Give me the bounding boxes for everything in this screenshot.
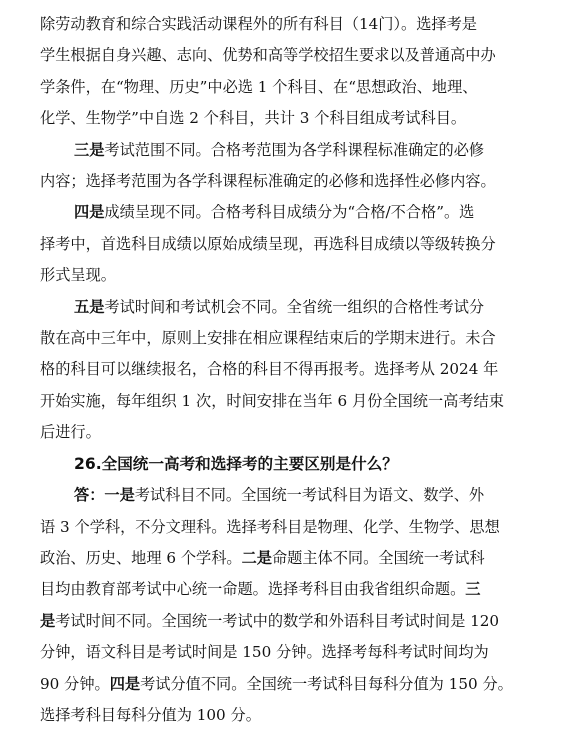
point-lead: 四是 — [74, 203, 105, 222]
text-line: 分钟，语文科目是考试时间是 150 分钟。选择考每科考试时间均为 — [40, 643, 489, 662]
point-lead: 四是 — [109, 674, 141, 693]
question-heading: 26.全国统一高考和选择考的主要区别是什么？ — [74, 454, 398, 473]
text-line: 90 分钟。四是考试分值不同。全国统一考试科目每科分值为 150 分。 — [40, 674, 513, 693]
paragraph-exam-time — [40, 292, 556, 449]
point-lead: 是 — [40, 611, 56, 630]
point-lead: 三 — [465, 580, 481, 599]
text-line: 是考试时间不同。全国统一考试中的数学和外语科目考试时间是 120 — [40, 611, 500, 630]
paragraph-answer — [40, 480, 556, 731]
text-line: 选择考科目每科分值为 100 分。 — [40, 705, 261, 724]
point-lead: 三是 — [74, 140, 105, 159]
point-lead: 一是 — [104, 486, 135, 505]
text-line: 内容；选择考范围为各学科课程标准确定的必修和选择性必修内容。 — [40, 172, 496, 191]
text-line: 政治、历史、地理 6 个学科。二是命题主体不同。全国统一考试科 — [40, 548, 485, 567]
paragraph-exam-scope — [40, 135, 556, 198]
text-line: 三是考试范围不同。合格考范围为各学科课程标准确定的必修 — [74, 140, 485, 159]
text-line: 后进行。 — [40, 423, 101, 442]
text-line: 语 3 个学科，不分文理科。选择考科目是物理、化学、生物学、思想 — [40, 517, 500, 536]
point-lead: 五是 — [74, 297, 105, 316]
text-line: 答：一是考试科目不同。全国统一考试科目为语文、数学、外 — [74, 486, 485, 505]
text-line: 五是考试时间和考试机会不同。全省统一组织的合格性考试分 — [74, 297, 485, 316]
text-line: 格的科目可以继续报名，合格的科目不得再报考。选择考从 2024 年 — [40, 360, 499, 379]
paragraph-score-presentation — [40, 197, 556, 291]
text-line: 开始实施，每年组织 1 次，时间安排在当年 6 月份全国统一高考结束 — [40, 391, 504, 410]
point-lead: 二是 — [241, 548, 272, 567]
text-line: 散在高中三年中，原则上安排在相应课程结束后的学期末进行。未合 — [40, 329, 496, 348]
answer-label: 答： — [74, 486, 105, 505]
text-line: 形式呈现。 — [40, 266, 116, 285]
paragraph-exam-subjects — [40, 9, 556, 135]
text-line: 四是成绩呈现不同。合格考科目成绩分为“合格/不合格”。选 — [74, 203, 475, 222]
text-line: 择考中，首选科目成绩以原始成绩呈现，再选科目成绩以等级转换分 — [40, 234, 496, 253]
text-line: 学条件，在“物理、历史”中必选 1 个科目、在“思想政治、地理、 — [40, 77, 478, 96]
text-line: 学生根据自身兴趣、志向、优势和高等学校招生要求以及普通高中办 — [40, 46, 496, 65]
text-line: 目均由教育部考试中心统一命题。选择考科目由我省组织命题。三 — [40, 580, 481, 599]
text-line: 除劳动教育和综合实践活动课程外的所有科目（14门）。选择考是 — [40, 15, 477, 33]
text-line: 化学、生物学”中自选 2 个科目，共计 3 个科目组成考试科目。 — [40, 109, 467, 128]
